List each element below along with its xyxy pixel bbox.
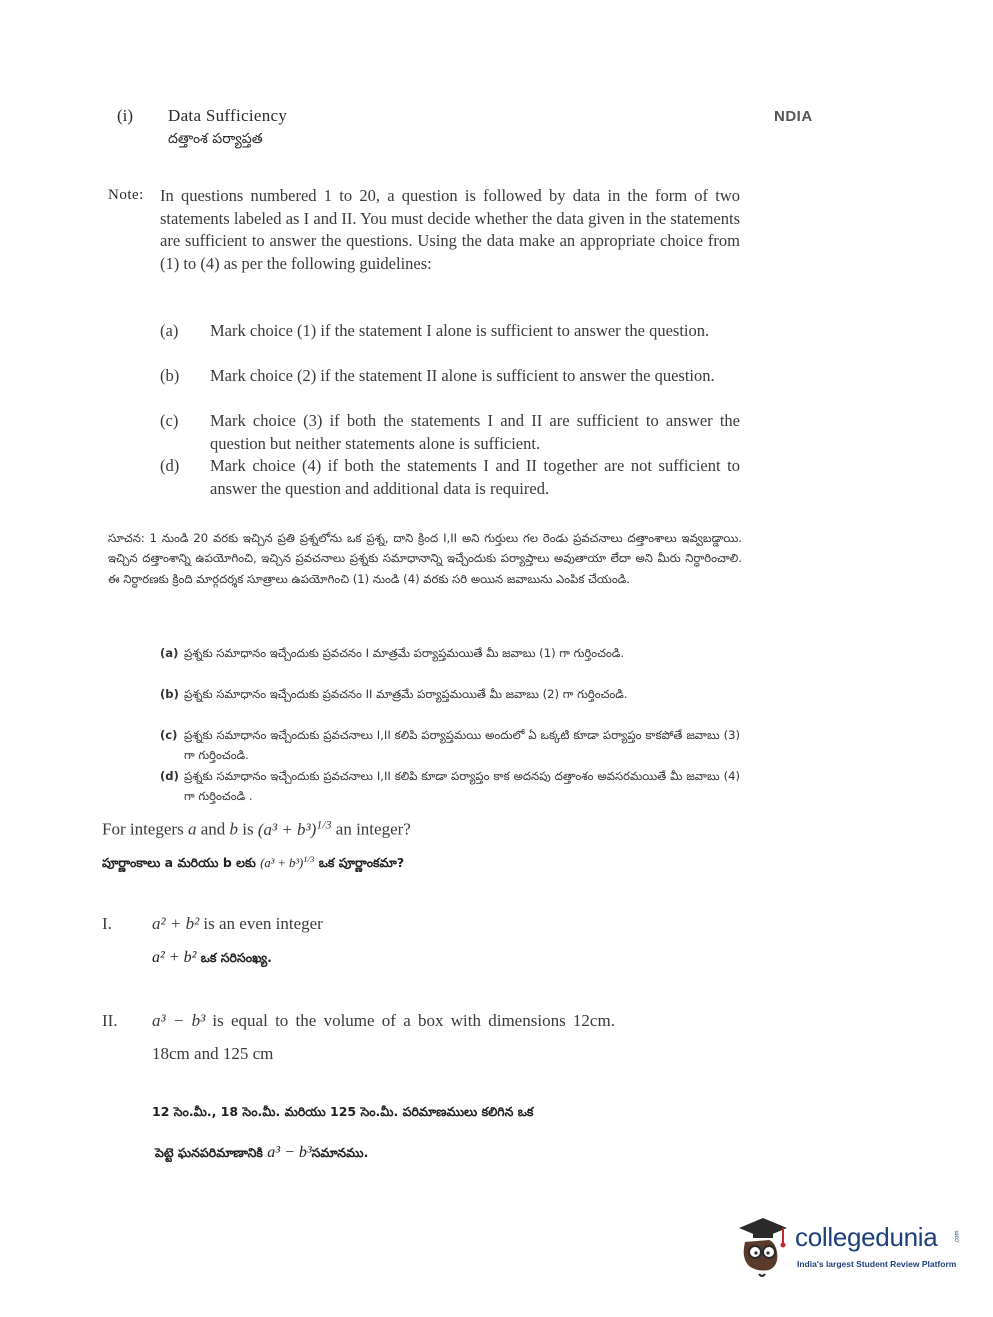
guideline-text: ప్రశ్నకు సమాధానం ఇచ్చేందుకు ప్రవచనాలు I,II కలిపి కూడా పర్యాప్తం కాక అదనపు దత్తాంశం అవసరమయితే మీ జవాబు (4) గా గుర్తించండి . — [184, 769, 740, 804]
expr-exponent: 1/3 — [303, 854, 315, 864]
statement2-english-line2: 18cm and 125 cm — [152, 1044, 274, 1063]
statement1-text: is an even integer — [203, 914, 323, 933]
statement2-english-line1 — [152, 1011, 615, 1031]
guideline-label: (d) — [160, 456, 180, 475]
collegedunia-mascot-icon — [735, 1212, 795, 1282]
statement2-number: II. — [102, 1011, 118, 1030]
statement2-telugu-line1: 12 సెం.మీ., 18 సెం.మీ. మరియు 125 సెం.మీ. పరిమాణములు కలిగిన ఒక — [152, 1104, 534, 1119]
statement1-expression: a² + b² — [152, 914, 200, 933]
logo-domain: .com — [954, 1230, 961, 1244]
statement1-te-text: ఒక సరిసంఖ్య. — [200, 950, 272, 965]
statement2-te-prefix: పెట్టె ఘనపరిమాణానికి — [155, 1145, 263, 1160]
guideline-text: ప్రశ్నకు సమాధానం ఇచ్చేందుకు ప్రవచనం II మాత్రమే పర్యాప్తమయితే మీ జవాబు (2) గా గుర్తించండి. — [184, 687, 628, 701]
var-a: a — [187, 819, 197, 839]
section-title-telugu: దత్తాంశ పర్యాప్తత — [168, 131, 263, 147]
guideline-label: (a) — [160, 321, 179, 340]
logo-tagline: India's largest Student Review Platform — [797, 1259, 957, 1269]
expr-exponent: 1/3 — [316, 817, 332, 831]
question-telugu — [102, 854, 404, 874]
guideline-text: Mark choice (4) if both the statements I and II together are not sufficient to answer the question and additional data is required. — [210, 456, 740, 498]
guideline-label: (a) — [160, 646, 179, 660]
expr-base: (a³ + b³) — [260, 856, 304, 871]
statement2-telugu-line2 — [155, 1144, 368, 1164]
statement2-text: is equal to the volume of a box with dimensions 12cm. — [212, 1011, 615, 1030]
question-te-expression — [260, 856, 314, 870]
guideline-label: (b) — [160, 687, 179, 701]
statement2-expression: a³ − b³ — [152, 1011, 206, 1030]
statement1-number: I. — [102, 914, 112, 933]
statement1-te-expression: a² + b² — [152, 949, 197, 966]
corner-tag: NDIA — [774, 108, 813, 125]
guideline-text: Mark choice (2) if the statement II alone is sufficient to answer the question. — [210, 366, 715, 385]
question-and: and — [200, 819, 226, 839]
guideline-text: Mark choice (1) if the statement I alone is sufficient to answer the question. — [210, 321, 710, 340]
question-is: is — [242, 819, 254, 839]
statement1-telugu — [152, 949, 272, 969]
question-prefix: For integers — [102, 819, 184, 839]
guideline-text: Mark choice (3) if both the statements I and II are sufficient to answer the question but neither statements alone is sufficient. — [210, 411, 740, 453]
guideline-text: ప్రశ్నకు సమాధానం ఇచ్చేందుకు ప్రవచనాలు I,II కలిపి పర్యాప్తమయి అందులో ఏ ఒక్కటి కూడా పర్యాప్తం కాకపోతే జవాబు (3) గా గుర్తించండి. — [184, 728, 740, 763]
question-expression — [257, 817, 332, 839]
question-te-suffix: ఒక పూర్ణాంకమా? — [318, 855, 405, 871]
question-suffix: an integer? — [335, 819, 411, 839]
statement2-te-expression: a³ − b³ — [267, 1144, 312, 1161]
var-b: b — [229, 819, 238, 839]
telugu-note-text: సూచన: 1 నుండి 20 వరకు ఇచ్చిన ప్రతి ప్రశ్నలోను ఒక ప్రశ్న, దాని క్రింద I,II అని గుర్తులు గల రెండు ప్రవచనాలు దత్తాంశాలు ఇవ్వబడ్డాయి. ఇచ్చిన దత్తాంశాన్ని ఉపయోగించి, ఇచ్చిన ప్రవచనాలు ప్రశ్నకు సమాధానాన్ని ఇచ్చేందుకు పర్యాప్తాలు అవుతాయా లేదా అని మీరు నిర్ధారించాలి. ఈ నిర్ధారణకు క్రింది మార్గదర్శక సూత్రాలు ఉపయోగించి (1) నుండి (4) వరకు సరి అయిన జవాబును ఎంపిక చేయండి. — [108, 531, 742, 586]
logo-wordmark: collegedunia — [795, 1222, 938, 1252]
statement1-english — [152, 914, 323, 934]
expr-base: (a³ + b³) — [257, 819, 317, 839]
guideline-label: (c) — [160, 411, 179, 430]
question-te-prefix: పూర్ణాంకాలు a మరియు b లకు — [102, 855, 256, 871]
guideline-label: (d) — [160, 769, 179, 783]
note-text: In questions numbered 1 to 20, a question is followed by data in the form of two statements labeled as I and II. You must decide whether the data given in the statements are sufficient to answer the questions. Using the data make an appropriate choice from (1) to (4) as per the following guidelines: — [160, 186, 740, 273]
statement2-te-suffix: సమానము. — [311, 1145, 369, 1160]
note-label: Note: — [108, 187, 144, 203]
section-number: (i) — [117, 106, 134, 125]
section-title: Data Sufficiency — [168, 106, 288, 125]
question-english — [102, 817, 411, 840]
guideline-text: ప్రశ్నకు సమాధానం ఇచ్చేందుకు ప్రవచనం I మాత్రమే పర్యాప్తమయితే మీ జవాబు (1) గా గుర్తించండి. — [184, 646, 625, 660]
guideline-label: (b) — [160, 366, 180, 385]
guideline-label: (c) — [160, 728, 178, 742]
